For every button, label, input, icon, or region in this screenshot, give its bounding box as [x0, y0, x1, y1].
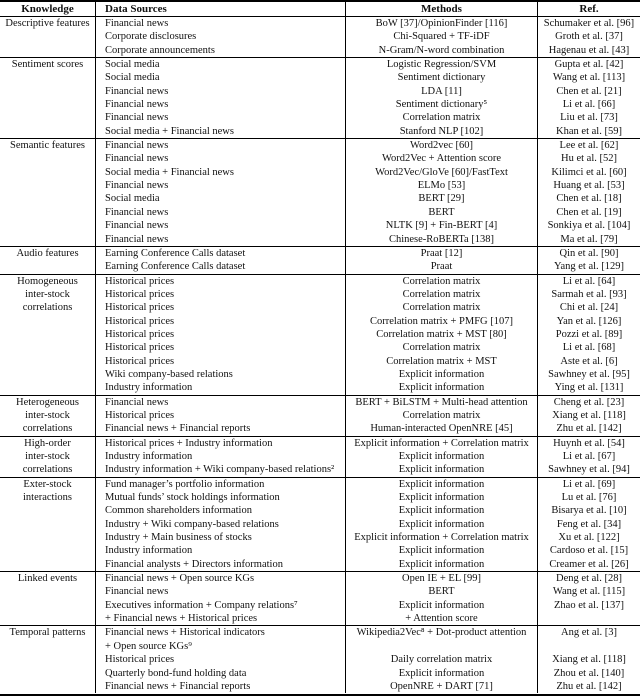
data-source-cell: Historical prices: [96, 341, 346, 354]
data-source-cell: Industry information: [96, 544, 346, 557]
knowledge-label: Linked events: [17, 573, 78, 585]
ref-cell: Chen et al. [19]: [556, 206, 622, 218]
method-cell: Explicit information: [346, 518, 538, 531]
knowledge-label: inter-stock: [25, 451, 70, 462]
method-cell: + Attention score: [346, 612, 538, 625]
ref-cell: Creamer et al. [26]: [549, 558, 629, 570]
knowledge-label: High-order: [24, 437, 71, 449]
section-rows: [96, 247, 640, 274]
knowledge-label: Descriptive features: [5, 18, 90, 29]
method-cell: Explicit information + Correlation matrix: [346, 531, 538, 544]
table-section: [0, 395, 640, 436]
data-source-cell: Common shareholders information: [96, 504, 346, 517]
knowledge-label: correlations: [22, 464, 73, 476]
ref-cell: Liu et al. [73]: [560, 112, 618, 124]
ref-cell: Pozzi et al. [89]: [555, 328, 623, 340]
method-cell: Explicit information: [346, 478, 538, 491]
knowledge-label: correlations: [22, 302, 73, 314]
ref-cell: Ang et al. [3]: [561, 627, 617, 639]
data-source-cell: Social media: [96, 192, 346, 205]
method-cell: BERT + BiLSTM + Multi-head attention: [346, 396, 538, 409]
method-cell: Chinese-RoBERTa [138]: [346, 233, 538, 246]
table-row: [96, 206, 640, 219]
method-cell: Correlation matrix: [346, 111, 538, 124]
ref-cell: Xiang et al. [118]: [552, 654, 626, 666]
knowledge-label: Temporal patterns: [9, 627, 86, 639]
ref-cell: Li et al. [69]: [562, 478, 616, 490]
table-row: [96, 437, 640, 450]
table-row: [96, 680, 640, 693]
method-cell: Explicit information: [346, 599, 538, 612]
table-row: [96, 491, 640, 504]
ref-cell: Gupta et al. [42]: [554, 59, 624, 71]
data-source-cell: Financial news: [96, 98, 346, 111]
method-cell: Explicit information: [346, 558, 538, 571]
section-rows: [96, 572, 640, 625]
ref-cell: Chi et al. [24]: [559, 302, 619, 314]
method-cell: Word2Vec + Attention score: [346, 152, 538, 165]
data-source-cell: Social media: [96, 71, 346, 84]
table-row: [96, 381, 640, 394]
data-source-cell: Financial news: [96, 17, 346, 30]
table-row: [96, 166, 640, 179]
ref-cell: Huynh et al. [54]: [553, 437, 625, 449]
ref-cell: Li et al. [66]: [562, 99, 616, 111]
ref-cell: Li et al. [67]: [562, 451, 616, 462]
data-source-cell: Executives information + Company relations⁷: [96, 599, 346, 612]
table-section: [0, 625, 640, 693]
method-cell: Correlation matrix + MST [80]: [346, 328, 538, 341]
table-section: [0, 571, 640, 625]
method-cell: Explicit information: [346, 667, 538, 680]
method-cell: Wikipedia2Vec⁸ + Dot-product attention: [346, 626, 538, 639]
method-cell: ELMo [53]: [346, 179, 538, 192]
table-row: [96, 17, 640, 30]
method-cell: N-Gram/N-word combination: [346, 44, 538, 57]
table-row: [96, 341, 640, 354]
data-source-cell: Historical prices + Industry information: [96, 437, 346, 450]
method-cell: NLTK [9] + Fin-BERT [4]: [346, 219, 538, 232]
table-row: [96, 125, 640, 138]
table-row: [96, 219, 640, 232]
data-source-cell: Financial news: [96, 396, 346, 409]
table-row: [96, 98, 640, 111]
table-row: [96, 233, 640, 246]
table-row: [96, 463, 640, 476]
data-source-cell: Historical prices: [96, 301, 346, 314]
knowledge-label: Semantic features: [10, 140, 85, 152]
knowledge-label: inter-stock: [25, 288, 70, 300]
ref-cell: Zhu et al. [142]: [556, 680, 622, 692]
knowledge-cell: [0, 478, 96, 571]
table-body: [0, 17, 640, 693]
method-cell: Human-interacted OpenNRE [45]: [346, 422, 538, 435]
data-source-cell: Social media + Financial news: [96, 166, 346, 179]
table-section: [0, 477, 640, 571]
ref-cell: Feng et al. [34]: [556, 518, 622, 530]
method-cell: BERT [29]: [346, 192, 538, 205]
ref-cell: Cheng et al. [23]: [553, 396, 625, 408]
knowledge-cell: [0, 275, 96, 395]
ref-cell: Xiang et al. [118]: [552, 409, 626, 421]
data-source-cell: Industry information: [96, 381, 346, 394]
table-row: [96, 71, 640, 84]
data-source-cell: Financial news: [96, 585, 346, 598]
data-source-cell: Quarterly bond-fund holding data: [96, 667, 346, 680]
data-source-cell: Fund manager’s portfolio information: [96, 478, 346, 491]
method-cell: Correlation matrix + PMFG [107]: [346, 315, 538, 328]
ref-cell: Zhao et al. [137]: [554, 599, 624, 611]
table-row: [96, 478, 640, 491]
table-section: [0, 274, 640, 395]
data-source-cell: Earning Conference Calls dataset: [96, 247, 346, 260]
ref-cell: Li et al. [64]: [562, 275, 616, 287]
table-row: [96, 355, 640, 368]
method-cell: Word2vec [60]: [346, 139, 538, 152]
ref-cell: Khan et al. [59]: [556, 125, 622, 137]
ref-cell: Lee et al. [62]: [559, 140, 619, 152]
knowledge-cell: [0, 247, 96, 274]
ref-cell: Bisarya et al. [10]: [551, 505, 627, 517]
data-source-cell: Financial news: [96, 233, 346, 246]
ref-cell: Sarmah et al. [93]: [551, 288, 627, 300]
ref-cell: Chen et al. [21]: [556, 85, 622, 97]
knowledge-label: Audio features: [16, 247, 79, 259]
data-source-cell: Financial news: [96, 179, 346, 192]
ref-cell: Huang et al. [53]: [553, 180, 625, 192]
data-source-cell: Social media: [96, 58, 346, 71]
knowledge-label: Homogeneous: [17, 275, 78, 287]
data-source-cell: Corporate disclosures: [96, 30, 346, 43]
data-source-cell: Financial news + Financial reports: [96, 680, 346, 693]
method-cell: Explicit information: [346, 463, 538, 476]
knowledge-label: Sentiment scores: [11, 59, 84, 71]
method-cell: Word2Vec/GloVe [60]/FastText: [346, 166, 538, 179]
section-rows: [96, 58, 640, 138]
ref-cell: Cardoso et al. [15]: [549, 545, 629, 557]
method-cell: Chi-Squared + TF-iDF: [346, 30, 538, 43]
ref-cell: [538, 640, 640, 653]
method-cell: Praat: [346, 260, 538, 273]
data-source-cell: Financial news: [96, 152, 346, 165]
table-row: [96, 653, 640, 666]
ref-cell: Aste et al. [6]: [560, 355, 618, 367]
table-row: [96, 85, 640, 98]
data-source-cell: Social media + Financial news: [96, 125, 346, 138]
table-row: [96, 640, 640, 653]
table-row: [96, 260, 640, 273]
method-cell: LDA [11]: [346, 85, 538, 98]
knowledge-label: interactions: [23, 492, 72, 504]
ref-cell: Deng et al. [28]: [556, 573, 622, 585]
table-row: [96, 422, 640, 435]
table-section: [0, 57, 640, 138]
data-source-cell: Industry + Wiki company-based relations: [96, 518, 346, 531]
section-rows: [96, 17, 640, 57]
table-row: [96, 152, 640, 165]
ref-cell: Zhou et al. [140]: [553, 667, 625, 679]
method-cell: Stanford NLP [102]: [346, 125, 538, 138]
data-source-cell: Financial news + Historical indicators: [96, 626, 346, 639]
table-row: [96, 139, 640, 152]
table-row: [96, 192, 640, 205]
method-cell: Open IE + EL [99]: [346, 572, 538, 585]
ref-cell: [538, 612, 640, 625]
method-cell: Explicit information: [346, 491, 538, 504]
ref-cell: Ma et al. [79]: [560, 233, 618, 245]
data-source-cell: Financial news: [96, 85, 346, 98]
ref-cell: Xu et al. [122]: [558, 532, 620, 544]
table-row: [96, 409, 640, 422]
table-header-row: [0, 2, 640, 17]
method-cell: Correlation matrix: [346, 301, 538, 314]
table-section: [0, 17, 640, 57]
knowledge-label: Exter-stock: [23, 478, 72, 490]
column-header-ref: Ref.: [579, 3, 599, 15]
knowledge-cell: [0, 58, 96, 138]
section-rows: [96, 396, 640, 436]
data-source-cell: Historical prices: [96, 328, 346, 341]
data-source-cell: Financial news + Open source KGs: [96, 572, 346, 585]
knowledge-label: Heterogeneous: [16, 396, 79, 408]
table-row: [96, 275, 640, 288]
knowledge-cell: [0, 139, 96, 246]
table-row: [96, 58, 640, 71]
method-cell: Correlation matrix + MST: [346, 355, 538, 368]
table-row: [96, 396, 640, 409]
ref-cell: Hu et al. [52]: [561, 153, 617, 165]
method-cell: Explicit information: [346, 381, 538, 394]
method-cell: BERT: [346, 206, 538, 219]
data-source-cell: Historical prices: [96, 653, 346, 666]
table-row: [96, 179, 640, 192]
table-row: [96, 301, 640, 314]
table-row: [96, 558, 640, 571]
method-cell: BERT: [346, 585, 538, 598]
table-row: [96, 247, 640, 260]
table-section: [0, 246, 640, 274]
data-source-cell: + Open source KGs⁹: [96, 640, 346, 653]
section-rows: [96, 437, 640, 477]
knowledge-cell: [0, 437, 96, 477]
method-cell: Daily correlation matrix: [346, 653, 538, 666]
ref-cell: Kilimci et al. [60]: [551, 166, 627, 178]
section-rows: [96, 626, 640, 693]
data-source-cell: Historical prices: [96, 355, 346, 368]
table-row: [96, 368, 640, 381]
column-header-data-sources: Data Sources: [96, 2, 346, 16]
ref-cell: Lu et al. [76]: [561, 492, 617, 504]
ref-cell: Sawhney et al. [94]: [548, 464, 630, 476]
table-row: [96, 315, 640, 328]
knowledge-cell: [0, 572, 96, 625]
ref-cell: Wang et al. [113]: [552, 72, 626, 84]
method-cell: Sentiment dictionary: [346, 71, 538, 84]
data-source-cell: Industry information: [96, 450, 346, 463]
data-source-cell: Financial analysts + Directors information: [96, 558, 346, 571]
ref-cell: Schumaker et al. [96]: [543, 18, 635, 29]
knowledge-cell: [0, 626, 96, 693]
ref-cell: Groth et al. [37]: [555, 31, 623, 43]
method-cell: Explicit information: [346, 504, 538, 517]
table-row: [96, 504, 640, 517]
data-source-cell: Financial news: [96, 206, 346, 219]
ref-cell: Hagenau et al. [43]: [548, 44, 630, 56]
method-cell: Sentiment dictionary⁵: [346, 98, 538, 111]
column-header-knowledge: Knowledge: [0, 2, 96, 16]
table-row: [96, 328, 640, 341]
table-section: [0, 436, 640, 477]
knowledge-cell: [0, 396, 96, 436]
data-source-cell: Industry information + Wiki company-based relations²: [96, 463, 346, 476]
table-row: [96, 544, 640, 557]
data-source-cell: Industry + Main business of stocks: [96, 531, 346, 544]
ref-cell: Zhu et al. [142]: [556, 423, 622, 435]
method-cell: OpenNRE + DART [71]: [346, 680, 538, 693]
method-cell: Correlation matrix: [346, 288, 538, 301]
data-source-cell: Corporate announcements: [96, 44, 346, 57]
knowledge-label: inter-stock: [25, 409, 70, 421]
method-cell: [346, 640, 538, 653]
table-row: [96, 30, 640, 43]
method-cell: Correlation matrix: [346, 275, 538, 288]
table-row: [96, 572, 640, 585]
method-cell: Explicit information: [346, 544, 538, 557]
ref-cell: Yan et al. [126]: [556, 315, 622, 327]
ref-cell: Chen et al. [18]: [556, 193, 622, 205]
data-source-cell: Financial news + Financial reports: [96, 422, 346, 435]
ref-cell: Yang et al. [129]: [553, 261, 625, 273]
table-row: [96, 288, 640, 301]
knowledge-cell: [0, 17, 96, 57]
method-cell: Explicit information: [346, 368, 538, 381]
column-header-methods: Methods: [346, 2, 538, 16]
table-row: [96, 450, 640, 463]
ref-cell: Wang et al. [115]: [552, 586, 626, 598]
method-cell: Correlation matrix: [346, 409, 538, 422]
data-source-cell: Wiki company-based relations: [96, 368, 346, 381]
method-cell: Praat [12]: [346, 247, 538, 260]
data-source-cell: + Financial news + Historical prices: [96, 612, 346, 625]
data-source-cell: Historical prices: [96, 315, 346, 328]
ref-cell: Ying et al. [131]: [554, 382, 624, 394]
table-row: [96, 518, 640, 531]
section-rows: [96, 139, 640, 246]
table-row: [96, 599, 640, 612]
knowledge-label: correlations: [22, 423, 73, 435]
data-source-cell: Financial news: [96, 219, 346, 232]
table-row: [96, 111, 640, 124]
table-section: [0, 138, 640, 246]
table-row: [96, 667, 640, 680]
data-source-cell: Financial news: [96, 139, 346, 152]
section-rows: [96, 275, 640, 395]
method-cell: BoW [37]/OpinionFinder [116]: [346, 17, 538, 30]
table-row: [96, 612, 640, 625]
table-row: [96, 626, 640, 639]
method-cell: Logistic Regression/SVM: [346, 58, 538, 71]
ref-cell: Sonkiya et al. [104]: [547, 220, 631, 232]
table-row: [96, 44, 640, 57]
table-row: [96, 585, 640, 598]
ref-cell: Sawhney et al. [95]: [548, 368, 630, 380]
data-source-cell: Historical prices: [96, 275, 346, 288]
data-source-cell: Historical prices: [96, 409, 346, 422]
data-source-cell: Earning Conference Calls dataset: [96, 260, 346, 273]
data-source-cell: Financial news: [96, 111, 346, 124]
ref-cell: Qin et al. [90]: [559, 247, 619, 259]
ref-cell: Li et al. [68]: [562, 342, 616, 354]
data-source-cell: Historical prices: [96, 288, 346, 301]
data-source-cell: Mutual funds’ stock holdings information: [96, 491, 346, 504]
section-rows: [96, 478, 640, 571]
table-row: [96, 531, 640, 544]
method-cell: Explicit information + Correlation matrix: [346, 437, 538, 450]
method-cell: Correlation matrix: [346, 341, 538, 354]
method-cell: Explicit information: [346, 450, 538, 463]
